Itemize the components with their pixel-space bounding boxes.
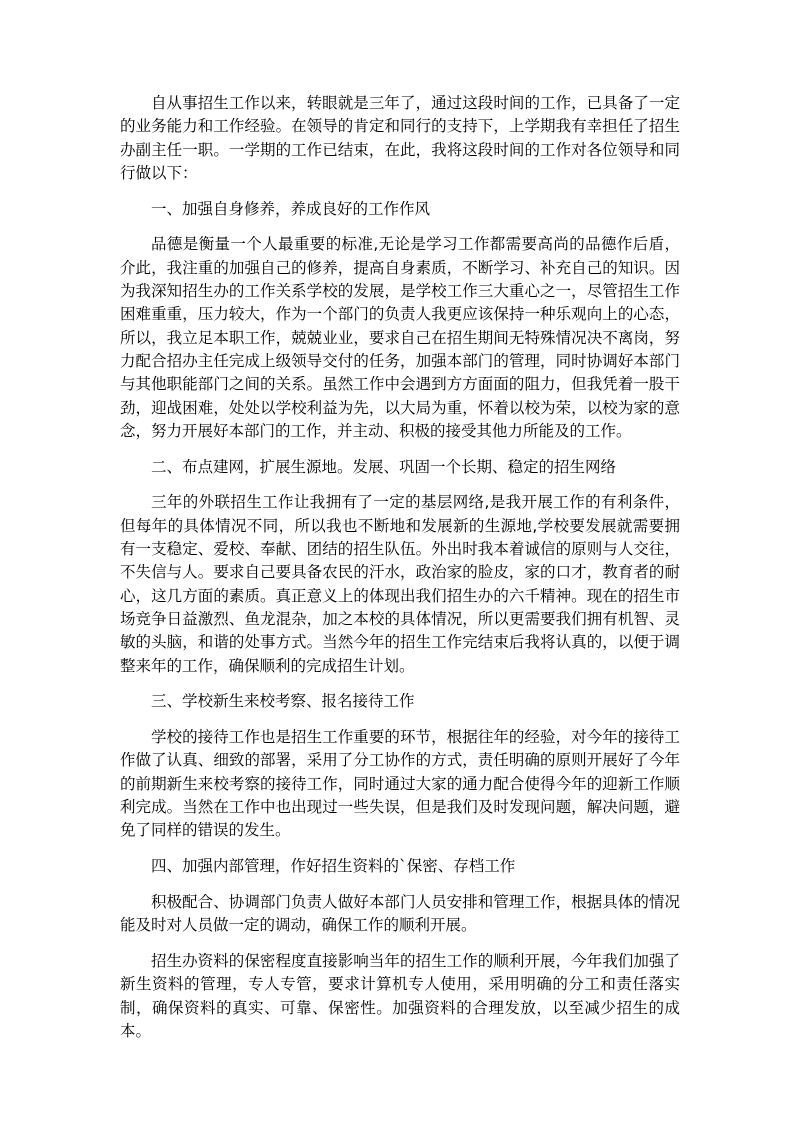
paragraph-intro: 自从事招生工作以来，转眼就是三年了，通过这段时间的工作，已具备了一定的业务能力和工作经验。在领导的肯定和同行的支持下，上学期我有幸担任了招生办副主任一职。一学期的工作已结束，在此，我将这段时间的工作对各位领导和同行做以下： <box>120 94 680 182</box>
paragraph-section-2: 三年的外联招生工作让我拥有了一定的基层网络,是我开展工作的有利条件，但每年的具体情况不同，所以我也不断地和发展新的生源地,学校要发展就需要拥有一支稳定、爱校、奉献、团结的招生队伍。外出时我本着诚信的原则与人交往，不失信与人。要求自己要具备农民的汗水，政治家的脸皮，家的口才，教育者的耐心，这几方面的素质。真正意义上的体现出我们招生办的六千精神。现在的招生市场竞争日益激烈、鱼龙混杂，加之本校的具体情况，所以更需要我们拥有机智、灵敏的头脑，和谐的处事方式。当然今年的招生工作完结束后我将认真的，以便于调整来年的工作，确保顺利的完成招生计划。 <box>120 493 680 675</box>
paragraph-section-4b: 招生办资料的保密程度直接影响当年的招生工作的顺利开展，今年我们加强了新生资料的管理，专人专管，要求计算机专人使用，采用明确的分工和责任落实制，确保资料的真实、可靠、保密性。加强资料的合理发放，以至减少招生的成本。 <box>120 952 680 1040</box>
section-heading-1: 一、加强自身修养，养成良好的工作作风 <box>151 199 431 218</box>
section-heading-2: 二、布点建网，扩展生源地。发展、巩固一个长期、稳定的招生网络 <box>151 457 617 476</box>
section-heading-3: 三、学校新生来校考察、报名接待工作 <box>151 692 415 711</box>
document-page <box>120 92 680 1056</box>
paragraph-section-3: 学校的接待工作也是招生工作重要的环节，根据往年的经验，对今年的接待工作做了认真、细致的部署，采用了分工协作的方式，责任明确的原则开展好了今年的前期新生来校考察的接待工作，同时通过大家的通力配合使得今年的迎新工作顺利完成。当然在工作中也出现过一些失误，但是我们及时发现问题，解决问题，避免了同样的错误的发生。 <box>120 728 680 840</box>
paragraph-section-4a: 积极配合、协调部门负责人做好本部门人员安排和管理工作，根据具体的情况能及时对人员做一定的调动，确保工作的顺利开展。 <box>120 892 680 935</box>
paragraph-section-1: 品德是衡量一个人最重要的标准,无论是学习工作都需要高尚的品德作后盾，介此，我注重的加强自己的修养，提高自身素质，不断学习、补充自己的知识。因为我深知招生办的工作关系学校的发展，是学校工作三大重心之一，尽管招生工作困难重重，压力较大，作为一个部门的负责人我更应该保持一种乐观向上的心态，所以，我立足本职工作，兢兢业业，要求自己在招生期间无特殊情况决不离岗，努力配合招办主任完成上级领导交付的任务，加强本部门的管理，同时协调好本部门与其他职能部门之间的关系。虽然工作中会遇到方方面面的阻力，但我凭着一股干劲，迎战困难，处处以学校利益为先，以大局为重，怀着以校为荣，以校为家的意念，努力开展好本部门的工作，并主动、积极的接受其他力所能及的工作。 <box>120 235 680 440</box>
section-heading-4: 四、加强内部管理，作好招生资料的`保密、存档工作 <box>151 857 516 876</box>
